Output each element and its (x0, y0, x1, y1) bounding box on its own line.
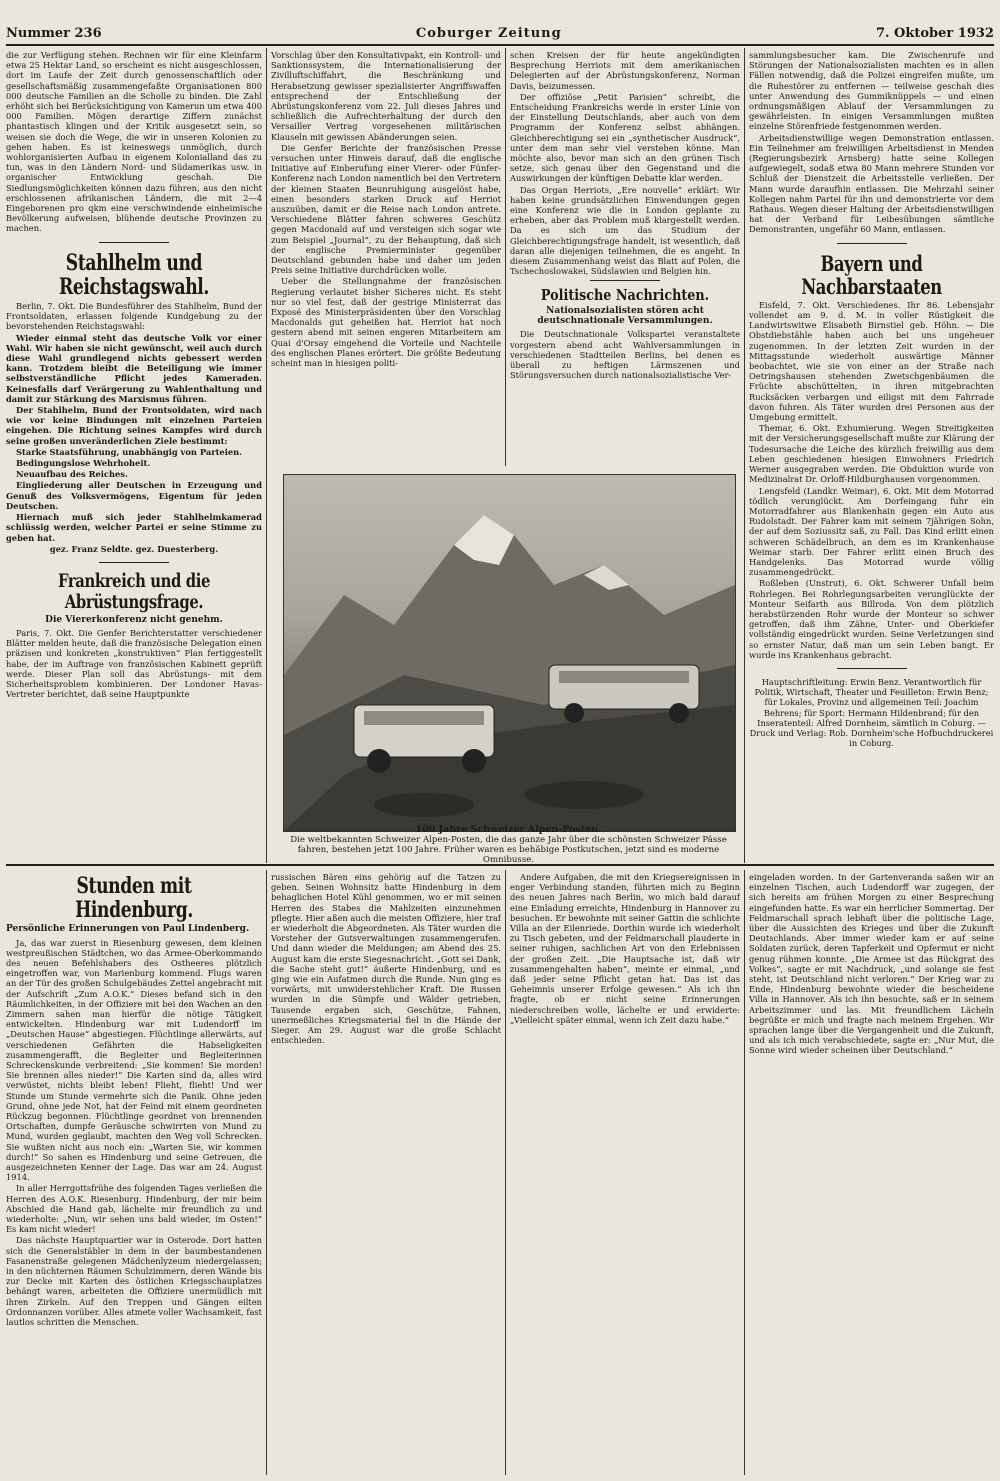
column-rule (266, 870, 267, 1475)
alpine-postbus-photo (283, 474, 736, 832)
petit-parisien: Der offiziöse „Petit Parisien“ schreibt, die Entscheidung Frankreichs werde in erster Linie von der Einstellung Deutschlands, aber auch von dem Programm der Konferenz selbst abhängen. Gleichberechtigung sei ein „synthetischer Ausdruck“, unter dem man sehr viel verstehen könne. Man möchte also, bevor man sich an den grünen Tisch setze, sich genau über den Gegenstand und die Auswirkungen der künftigen Debatte klar werden. (510, 91, 740, 184)
article-separator (837, 668, 907, 669)
stoerungen-continued: sammlungsbesucher kam. Die Zwischenrufe und Störungen der Nationalsozialisten machten es in allen Fällen notwendig, daß die Polizei eingreifen mußte, um die Ruhestörer zu entfernen — teilweise geschah dies unter Anwendung des Gummiknüppels — und einen ordnungsmäßigen Ablauf der Versammlungen zu gewährleisten. In einigen Versammlungen mußten einzelne Störenfriede festgenommen werden. (749, 50, 994, 132)
hindenburg-part-3: Das nächste Hauptquartier war in Osterode. Dort hatten sich die Generalstäbler in dem in der baumbestandenen Fasanenstraße gelegenen Mädchenlyzeum niedergelassen; in den nüchternen Räumen Schulzimmern, deren Wände bis zur Decke mit Karten des östlichen Kriegsschauplatzes behängt waren, arbeiteten die Offiziere unermüdlich mit ihren Zirkeln. Auf den Treppen und Gängen eilten Ordonnanzen vorüber. Alles atmete voller Wachsamkeit, fast lautlos schritten die Menschen. (6, 1235, 262, 1328)
hindenburg-part-1: Ja, das war zuerst in Riesenburg gewesen, dem kleinen westpreußischen Städtchen, wo das Armee-Oberkommando des neuen Befehlshabers des Ostheeres plötzlich eingetroffen war, von Marienburg kommend. Flugs waren an der Tür des großen Schulgebäudes Zettel angebracht mit der Aufschrift „Zum A.O.K.“ Dieses befand sich in den Räumlichkeiten, in der Offiziere mit bei den Wachen an den Zimmern sahen man hierfür die nötige Tätigkeit entwickelten. Hindenburg war mit Ludendorff im „Deutschen Hause“ abgestiegen. Flüchtlinge allerwärts, auf verschiedenen Gefährten die Habseligkeiten zusammengerafft, die Begleiter und Begleiterinnen Schreckenskunde verbreitend: „Sie kommen! Sie morden! Sie brennen alles nieder!“ Die Karten sind da, alles wird verwüstet, nichts bleibt leben! Flieht, flieht! Und wer Stunde um Stunde vermehrte sich die Panik. Ohne jeden Grund, ohne jede Not, hat der Feind mit einem geordneten Rückzug begonnen. Flüchtlinge geordnet von brennenden Ortschaften, dumpfe Geräusche schwirrten von Mund zu Mund, wurden geglaubt, machten den Weg voll Schrecken. Sie wußten nicht aus noch ein: „Warten Sie, wir kommen durch!“ So sahen es Hindenburg und seine Getreuen, die ausgezeichneten Kenner der Lage. Das war am 24. August 1914. (6, 937, 262, 1183)
stahlhelm-intro: Berlin, 7. Okt. Die Bundesführer des Stahlhelm, Bund der Frontsoldaten, erlassen folgende Kundgebung zu der bevorstehenden Reichstagswahl: (6, 301, 262, 332)
stahlhelm-goal-1: Starke Staatsführung, unabhängig von Parteien. (16, 446, 243, 457)
imprint: Hauptschriftleitung: Erwin Benz. Verantwortlich für Politik, Wirtschaft, Theater und Feuilleton: Erwin Benz; für Lokales, Provinz und allgemeinen Teil: Joachim Behrens; für Sport: Hermann Hildenbrand; für den Inseratenteil: Alfred Dornheim, sämtlich in Coburg. — Druck und Verlag: Rob. Dornheim'sche Hofbuchdruckerei in Coburg. (749, 676, 994, 749)
lower-column-1 (6, 872, 262, 1475)
hindenburg-part-2: In aller Herrgottsfrühe des folgenden Tages verließen die Herren des A.O.K. Riesenburg. Hindenburg, der mir beim Abschied die Hand gab, lächelte mir freundlich zu und wiederholte: „Nun, wir sehen uns bald wieder, im Osten!“ Es kam nicht wieder! (6, 1183, 262, 1235)
column-4 (749, 50, 994, 860)
issue-number: Nummer 236 (6, 25, 102, 41)
lower-column-4 (749, 872, 994, 1475)
alpine-postbus-illustration (284, 475, 735, 831)
newspaper-title: Coburger Zeitung (415, 25, 562, 41)
photo-caption (283, 825, 734, 865)
genfer-berichte: Die Genfer Berichte der französischen Presse versuchen unter Hinweis darauf, daß die englische Initiative auf Einberufung einer Vierer- oder Fünfer-Konferenz nach London namentlich bei den Vertretern der kleinen Staaten Beunruhigung ausgelöst habe, einen besonders starken Druck auf Herriot auszuüben, damit er die Reise nach London antrete. Verschiedene Blätter fahren schweres Geschütz gegen Macdonald auf und versteigen sich sogar wie zum Beispiel „Journal“, zu der Behauptung, daß sich der englische Premierminister gegenüber Deutschland gebunden habe und daher um jeden Preis seine Initiative durchdrücken wolle. (271, 142, 501, 276)
masthead (6, 22, 994, 46)
themar-text: Themar, 6. Okt. Exhumierung. Wegen Streitigkeiten mit der Versicherungsgesellschaft mußte zur Klärung der Todesursache die Leiche des kürzlich freiwillig aus dem Leben geschiedenen hiesigen Einwohners Friedrich Werner ausgegraben werden. Die Obduktion wurde von Medizinalrat Dr. Orloff-Hildburghausen vorgenommen. (749, 423, 994, 485)
column-3 (510, 50, 740, 466)
subheadline-lindenberg: Persönliche Erinnerungen von Paul Lindenberg. (6, 924, 250, 935)
photo-caption-text: Die weltbekannten Schweizer Alpen-Posten, die das ganze Jahr über die schönsten Schweizer Pässe fahren, bestehen jetzt 100 Jahre. Früher waren es behäbige Postkutschen, jetzt sind es moderne Omnibusse. (290, 835, 727, 865)
headline-politische-nachrichten: Politische Nachrichten. (540, 286, 710, 305)
column-1 (6, 50, 262, 860)
column-rule (744, 870, 745, 1475)
stahlhelm-direction: Der Stahlhelm, Bund der Frontsoldaten, wird nach wie vor keine Bindungen mit einzelnen Parteien eingehen. Die Richtung seines Kampfes wird durch seine großen unveränderlichen Ziele bestimmt: (6, 405, 262, 446)
stellungnahme-regierung: Ueber die Stellungnahme der französischen Regierung verlautet bisher Sicheres nicht. Es steht nur so viel fest, daß der gestrige Ministerrat das Exposé des Ministerpräsidenten über den Vorschlag Macdonalds gut geheißen hat. Herriot hat noch gestern abend mit seinen engeren Mitarbeitern am Quai d'Orsay eingehend die Vorteile und Nachteile des englischen Planes erörtert. Die größte Bedeutung scheint man in hiesigen politi- (271, 276, 501, 369)
article-separator (837, 243, 907, 244)
rossleben-text: Roßleben (Unstrut), 6. Okt. Schwerer Unfall beim Rohrlegen. Bei Rohrlegungsarbeiten verunglückte der Monteur Seifarth aus Billroda. Von dem plötzlich herabstürzenden Rohr wurde der Monteur so schwer getroffen, daß ihm Zähne, Unter- und Oberkiefer vollständig eingedrückt wurden. Seine Verletzungen sind so ernster Natur, daß man um sein Leben bangt. Er wurde ins Krankenhaus gebracht. (749, 578, 994, 660)
photo-caption-title: 100 Jahre Schweizer Alpen-Posten. (415, 824, 602, 835)
article-separator (99, 242, 169, 243)
stahlhelm-signature: gez. Franz Seldte. gez. Duesterberg. (49, 543, 219, 554)
column-rule (505, 870, 506, 1475)
stahlhelm-closing: Hiernach muß sich jeder Stahlhelmkamerad schlüssig werden, welcher Partei er seine Stimme zu geben hat. (6, 512, 262, 543)
colonial-article-end: die zur Verfügung stehen. Rechnen wir für eine Kleinfarm etwa 25 Hektar Land, so erscheint es nicht ausgeschlossen, dort im Laufe der Zeit durch genossenschaftlich oder gesellschaftsmäßig zusammengefaßte Organisationen 800 000 deutsche Familien an die Scholle zu binden. Die Zahl erhöht sich bei Berücksichtigung von Kamerun um etwa 400 000 Familien. Mögen derartige Ziffern zunächst phantastisch klingen und der Kritik ausgesetzt sein, so weisen sie doch die Wege, die wir in unseren Kolonien zu gehen haben. Es ist keineswegs unmöglich, durch wohlorganisierten Aufbau in eigenem Kolonialland das zu tun, was in den Ländern Nord- und Südamerikas usw. in organischer Entwicklung geschah. Die Siedlungsmöglichkeiten können dazu führen, aus den nicht erschlossenen afrikanischen Ländern, die mit 2—4 Eingeborenen pro qkm eine verschwindende einheimische Bevölkerung aufweisen, blühende deutsche Provinzen zu machen. (6, 50, 262, 234)
arbeitsdienst-text: Arbeitsdienstwillige wegen Demonstration entlassen. Ein Teilnehmer am freiwilligen Arbeitsdienst in Menden (Regierungsbezirk Arnsberg) hatte seine Kollegen aufgewiegelt, sodaß etwa 80 Mann mehrere Stunden vor Schluß der Dienstzeit die Arbeitsstelle verließen. Der Mann wurde daraufhin entlassen. Die Mehrzahl seiner Kollegen nahm Partei für ihn und demonstrierte vor dem Rathaus. Wegen dieser Haltung der Arbeitsdienstwilligen hat der Verband für Leibesübungen sämtliche Demonstranten, ungefähr 60 Mann, entlassen. (749, 132, 994, 235)
eisfeld-text: Eisfeld, 7. Okt. Verschiedenes. Ihr 86. Lebensjahr vollendet am 9. d. M. in voller Rüstigkeit die Landwirtswitwe Elisabeth Birnstiel geb. Höhn. — Die Obstdiebstähle haben auch bei uns ungeheuer zugenommen. In der letzten Zeit wurden in der Mittagsstunde wiederholt auswärtige Männer beobachtet, wie sie von einer an der Straße nach Oetringshausen stehenden Zwetschgenbäumen die Früchte abschüttelten, in ihren mitgebrachten Rucksäcken verbargen und eiligst mit dem Fahrrade davon fuhren. Als Täter wurden drei Personen aus der Umgebung ermittelt. (749, 299, 994, 423)
ere-nouvelle: Das Organ Herriots, „Ere nouvelle“ erklärt: Wir haben keine grundsätzlichen Einwendungen gegen eine Konferenz wie die in London geplante zu erheben, aber das Problem muß klargestellt werden. Da es sich um das Studium der Gleichberechtigungsfrage handelt, ist wesentlich, daß daran alle diejenigen teilnehmen, die es angeht. In diesem Zusammenhang weist das Blatt auf Polen, die Tschechoslowakei, Südslawien und Belgien hin. (510, 184, 740, 277)
column-rule (505, 48, 506, 466)
headline-bayern: Bayern und Nachbarstaaten (801, 250, 942, 299)
hindenburg-part-4: russischen Bären eins gehörig auf die Tatzen zu geben. Seinen Wohnsitz hatte Hindenburg in dem behaglichen Hotel Kühl genommen, wo er mit seinen Herren des Stabes die Mahlzeiten einzunehmen pflegte. Hier aßen auch die meisten Offiziere, hier traf er wiederholt die Abgeordneten. Als Täter wurden die Vorsteher der Gutsverwaltungen zusammengerufen. Und dann wieder die Meldungen; am Abend des 25. August kam die erste Siegesnachricht. „Gott sei Dank, die Sache steht gut!“ äußerte Hindenburg, und es ging wie ein Aufatmen durch die Runde. Nun ging es vorwärts, mit unwiderstehlicher Kraft. Die Russen wurden in die Sümpfe und Wälder getrieben, Tausende ergaben sich, Geschütze, Fahnen, unermeßliches Kriegsmaterial fiel in die Hände der Sieger. Am 29. August war die große Schlacht entschieden. (271, 872, 501, 1046)
subheadline-nationalsozialisten: Nationalsozialisten stören acht deutschnationale Versammlungen. (537, 305, 713, 327)
article-separator (590, 280, 660, 281)
headline-abruestung: Frankreich und die Abrüstungsfrage. (57, 569, 211, 613)
lengsfeld-text: Lengsfeld (Landkr. Weimar), 6. Okt. Mit dem Motorrad tödlich verunglückt. Am Dorfeingang fuhr ein Motorradfahrer aus Blankenhain gegen ein Auto aus Rudolstadt. Der Fahrer kam mit seinem 7jährigen Sohn, der auf dem Soziussitz saß, zu Fall. Das Kind erlitt einen schweren Schädelbruch, an dem es im Krankenhause Weimar starb. Der Fahrer erlitt einen Bruch des Handgelenks. Das Motorrad wurde völlig zusammengedrückt. (749, 485, 994, 578)
stahlhelm-goal-4: Eingliederung aller Deutschen in Erzeugung und Genuß des Volksvermögens, Eigentum für jeden Deutschen. (6, 480, 262, 511)
hindenburg-part-6: eingeladen worden. In der Gartenveranda saßen wir an einzelnen Tischen, auch Ludendorff war zugegen, der sich bereits am frühen Morgen zu einer Besprechung eingefunden hatte. Es war ein herrlicher Sommertag. Der Feldmarschall sprach lebhaft über die politische Lage, über die Aussichten des Krieges und über die Zukunft Deutschlands. Aber immer wieder kam er auf seine Soldaten zurück, deren Tapferkeit und Opfermut er nicht genug rühmen konnte. „Die Armee ist das Rückgrat des Volkes“, sagte er mit Nachdruck, „und solange sie fest steht, ist Deutschland nicht verloren.“ Der Krieg war zu Ende, Hindenburg bewohnte wieder die bescheidene Villa in Hannover. Als ich ihn besuchte, saß er in seinem Arbeitszimmer und las. Mit freundlichem Lächeln begrüßte er mich und fragte nach meinem Ergehen. Wir sprachen lange über die Vergangenheit und die Zukunft, und als ich mich verabschiedete, sagte er: „Nur Mut, die Sonne wird wieder scheinen über Deutschland.“ (749, 872, 994, 1056)
hindenburg-part-5: Andere Aufgaben, die mit den Kriegsereignissen in enger Verbindung standen, führten mich zu Beginn des neuen Jahres nach Berlin, wo mich bald darauf eine Einladung erreichte, Hindenburg in Hannover zu besuchen. Er bewohnte mit seiner Gattin die schlichte Villa an der Eilenriede. Dorthin wurde ich wiederholt zu Tisch gebeten, und der Feldmarschall plauderte in seiner ruhigen, sachlichen Art von den Erlebnissen der großen Zeit. „Die Hauptsache ist, daß wir zusammengehalten haben“, meinte er einmal, „und daß jeder seine Pflicht getan hat. Das ist das Geheimnis unserer Erfolge gewesen.“ Als ich ihn fragte, ob er nicht seine Erinnerungen niederschreiben wolle, lächelte er und erwiderte: „Vielleicht später einmal, wenn ich Zeit dazu habe.“ (510, 872, 740, 1025)
column-2 (271, 50, 501, 466)
stahlhelm-goal-2: Bedingungslose Wehrhoheit. (16, 458, 151, 469)
abruestung-text: Paris, 7. Okt. Die Genfer Berichterstatter verschiedener Blätter melden heute, daß die französische Delegation einen präzisen und konkreten „konstruktiven“ Plan fertiggestellt habe, der im Auftrage von französischen Kabinett geprüft werde. Dieser Plan soll das Abrüstungs- mit dem Sicherheitsproblem kombinieren. Der Londoner Havas-Vertreter berichtet, daß seine Hauptpunkte (6, 627, 262, 700)
headline-stahlhelm: Stahlhelm und Reichstagswahl. (58, 249, 210, 300)
article-separator (99, 562, 169, 563)
headline-hindenburg: Stunden mit Hindenburg. (75, 873, 193, 924)
stahlhelm-appeal: Wieder einmal steht das deutsche Volk vor einer Wahl. Wir haben sie nicht gewünscht, weil auch durch diese Wahl grundlegend nichts gebessert werden kann. Trotzdem bleibt die Beteiligung wie immer selbstverständliche Pflicht jedes Kameraden. Keinesfalls darf Verärgerung zu Wahlenthaltung und damit zur Stärkung des Marxismus führen. (6, 332, 262, 404)
lower-column-3 (510, 872, 740, 1475)
lower-column-2 (271, 872, 501, 1475)
column-rule (266, 48, 267, 863)
column-rule (744, 48, 745, 863)
issue-date: 7. Oktober 1932 (875, 25, 994, 41)
subheadline-viererkonferenz: Die Viererkonferenz nicht genehm. (45, 614, 223, 625)
herriot-davis: schen Kreisen der für heute angekündigten Besprechung Herriots mit dem amerikanischen Delegierten auf der Abrüstungskonferenz, Norman Davis, beizumessen. (510, 50, 740, 91)
versammlungen-text: Die Deutschnationale Volkspartei veranstaltete vorgestern abend acht Wahlversammlungen in verschiedenen Stadtteilen Berlins, bei denen es überall zu heftigen Lärmszenen und Störungsversuchen durch nationalsozialistische Ver- (510, 329, 740, 381)
abruestung-continued: Vorschlag über den Konsultativpakt, ein Kontroll- und Sanktionssystem, die Internationalisierung der Zivilluftschiffahrt, die Beschränkung und Herabsetzung gewisser spezialisierter Angriffswaffen entsprechend der Entschließung der Abrüstungskonferenz vom 22. Juli dieses Jahres und schließlich die Aufrechterhaltung der durch den Versailler Vertrag vorgesehenen militärischen Klauseln mit gewissen Abänderungen seien. (271, 50, 501, 142)
stahlhelm-goal-3: Neuaufbau des Reiches. (16, 469, 128, 480)
